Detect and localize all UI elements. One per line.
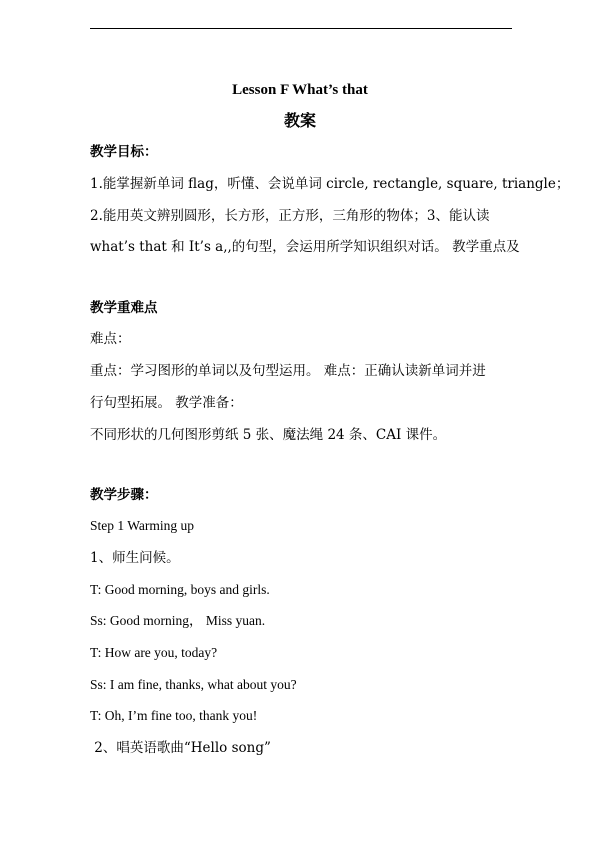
objective-line-2: 2.能用英文辨别圆形，长方形，正方形，三角形的物体；3、能认读 [90,208,490,224]
objective-line-3: what’s that 和 It’s a,,的句型，会运用所学知识组织对话。 教学重点及 [90,239,520,255]
key-points-line-2: 行句型拓展。 教学准备： [90,395,243,411]
dialog-line: T: Oh, I’m fine too, thank you! [90,708,258,723]
objective-line-1: 1.能掌握新单词 flag，听懂、会说单词 circle, rectangle, square, triangle； [90,176,570,192]
materials-line: 不同形状的几何图形剪纸 5 张、魔法绳 24 条、CAI 课件。 [90,427,447,443]
difficulty-label: 难点： [90,331,131,347]
key-points-line-1: 重点：学习图形的单词以及句型运用。 难点：正确认读新单词并进 [90,363,486,379]
header-rule [90,28,512,29]
dialog-line: Ss: I am fine, thanks, what about you? [90,677,297,692]
step1-item-1: 1、师生问候。 [90,550,180,566]
dialog-line: Ss: Good morning， Miss yuan. [90,613,266,628]
step1-item-2: 2、唱英语歌曲“Hello song” [90,740,271,756]
key-points-heading: 教学重难点 [90,300,158,316]
step1-title: Step 1 Warming up [90,518,195,533]
steps-heading: 教学步骤： [90,487,158,503]
objectives-heading: 教学目标： [90,144,158,160]
lesson-title: Lesson F What’s that [232,82,368,98]
dialog-line: T: Good morning, boys and girls. [90,582,270,597]
lesson-subtitle: 教案 [283,111,316,130]
dialog-line: T: How are you, today? [90,645,218,660]
